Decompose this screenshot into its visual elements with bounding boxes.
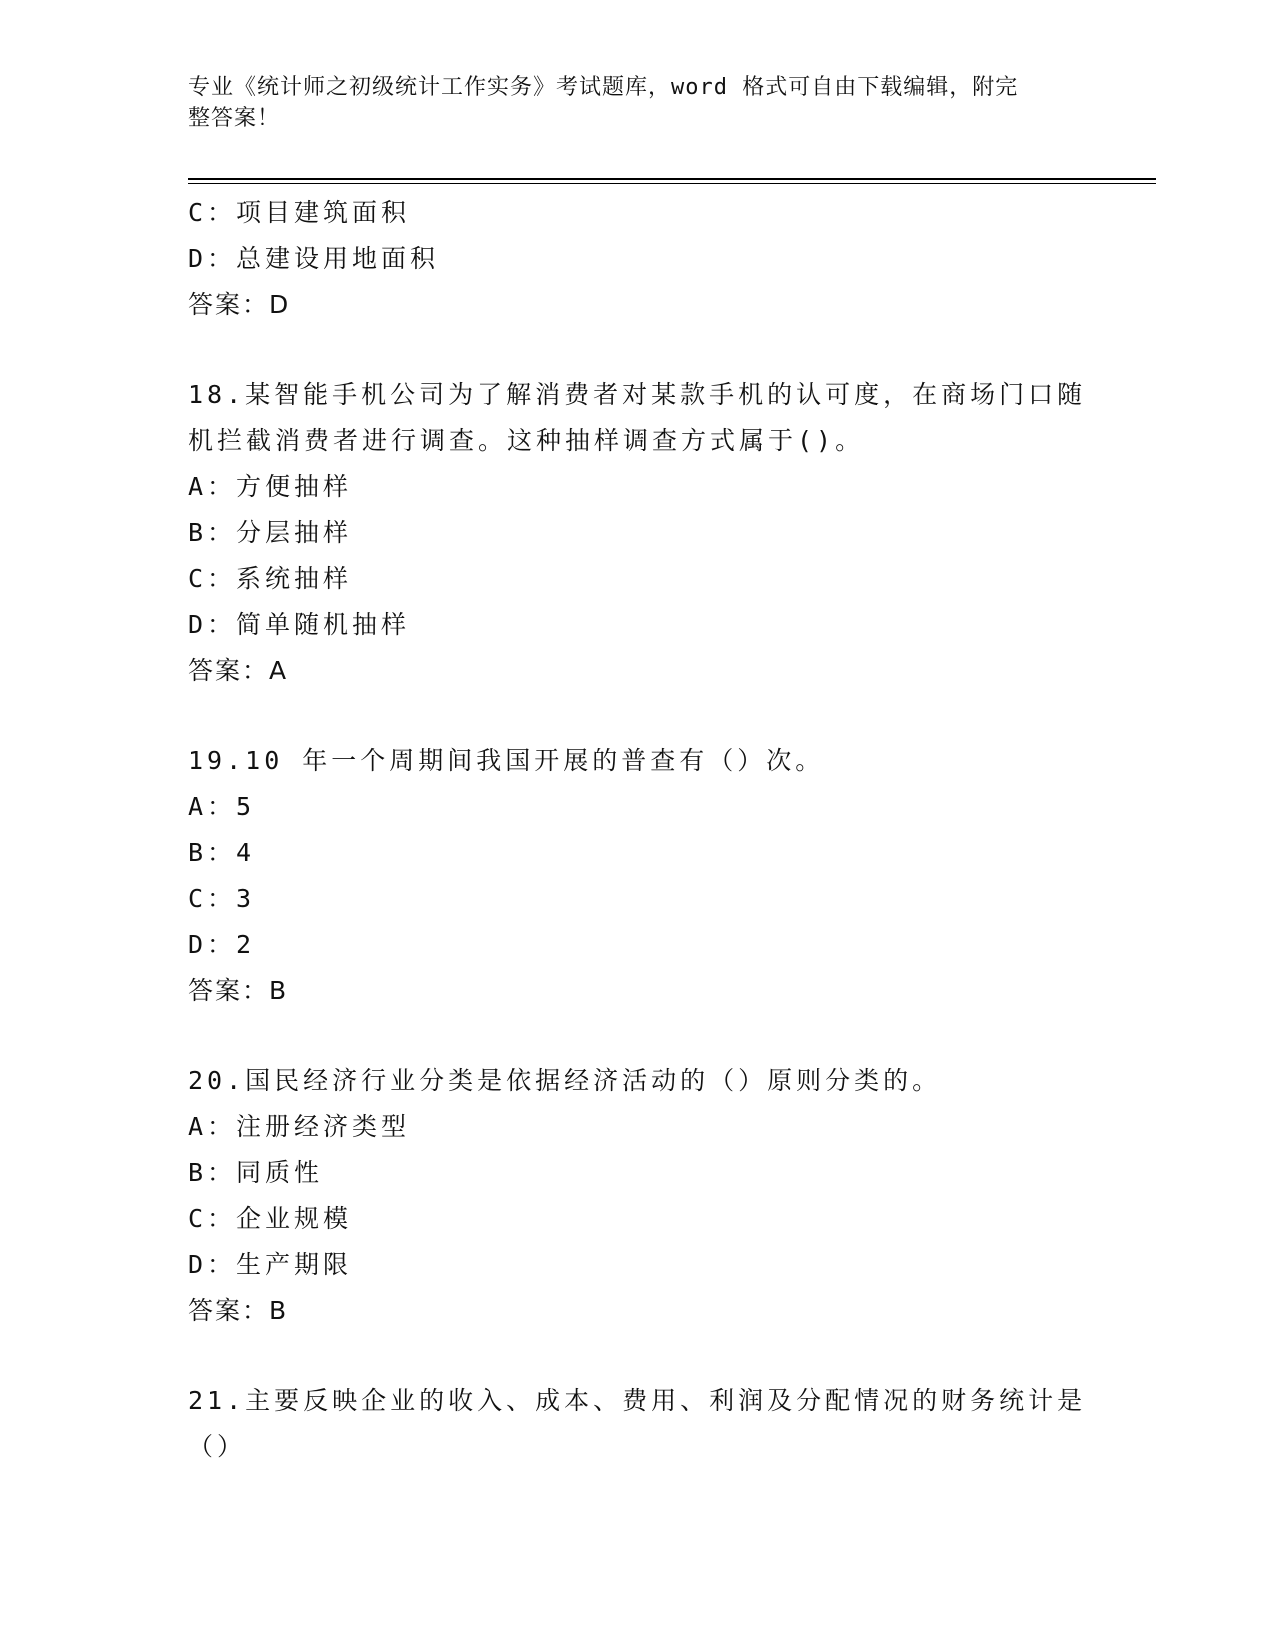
answer-line: 答案：A bbox=[188, 656, 289, 685]
answer-line: 答案：B bbox=[188, 976, 289, 1005]
question-stem-line: （） bbox=[188, 1432, 247, 1461]
question-stem-line: 21.主要反映企业的收入、成本、费用、利润及分配情况的财务统计是 bbox=[188, 1386, 1087, 1415]
option-b: B：4 bbox=[188, 838, 256, 867]
question-stem-line: 20.国民经济行业分类是依据经济活动的（）原则分类的。 bbox=[188, 1066, 942, 1095]
option-c: C：项目建筑面积 bbox=[188, 198, 411, 227]
question-list bbox=[188, 190, 1088, 1470]
option-d: D：总建设用地面积 bbox=[188, 244, 440, 273]
header-line-1: 专业《统计师之初级统计工作实务》考试题库，word 格式可自由下载编辑，附完 bbox=[188, 75, 1019, 100]
option-d: D：简单随机抽样 bbox=[188, 610, 411, 639]
option-b: B：同质性 bbox=[188, 1158, 324, 1187]
question-18 bbox=[188, 372, 1088, 694]
answer-line: 答案：D bbox=[188, 290, 291, 319]
spacer bbox=[188, 694, 1088, 738]
header-divider-thick bbox=[188, 178, 1156, 180]
option-c: C：3 bbox=[188, 884, 256, 913]
question-17-tail bbox=[188, 190, 1088, 328]
header-divider-thin bbox=[188, 183, 1156, 184]
question-19 bbox=[188, 738, 1088, 1014]
option-d: D：生产期限 bbox=[188, 1250, 353, 1279]
spacer bbox=[188, 328, 1088, 372]
header-line-2: 整答案！ bbox=[188, 106, 281, 131]
spacer bbox=[188, 1014, 1088, 1058]
question-stem-line: 18.某智能手机公司为了解消费者对某款手机的认可度，在商场门口随 bbox=[188, 380, 1087, 409]
option-a: A：5 bbox=[188, 792, 256, 821]
option-a: A：注册经济类型 bbox=[188, 1112, 411, 1141]
question-stem-line: 机拦截消费者进行调查。这种抽样调查方式属于()。 bbox=[188, 426, 865, 455]
option-b: B：分层抽样 bbox=[188, 518, 353, 547]
question-stem-line: 19.10 年一个周期间我国开展的普查有（）次。 bbox=[188, 746, 825, 775]
document-header bbox=[188, 72, 1068, 134]
option-a: A：方便抽样 bbox=[188, 472, 353, 501]
option-d: D：2 bbox=[188, 930, 256, 959]
question-21 bbox=[188, 1378, 1088, 1470]
option-c: C：系统抽样 bbox=[188, 564, 353, 593]
spacer bbox=[188, 1334, 1088, 1378]
answer-line: 答案：B bbox=[188, 1296, 289, 1325]
question-20 bbox=[188, 1058, 1088, 1334]
option-c: C：企业规模 bbox=[188, 1204, 353, 1233]
